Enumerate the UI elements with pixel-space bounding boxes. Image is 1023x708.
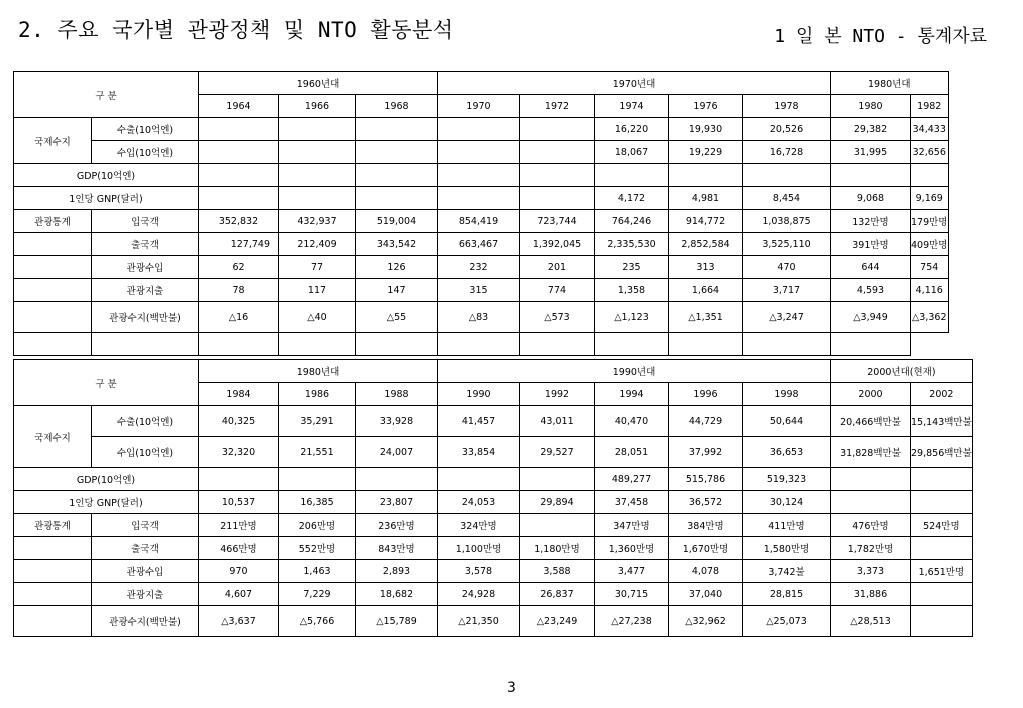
- blank-cell: [279, 333, 356, 356]
- data-cell: 18,067: [595, 141, 669, 164]
- data-cell: 31,995: [831, 141, 911, 164]
- row-label: 수입(10억엔): [92, 141, 199, 164]
- data-cell: 515,786: [669, 468, 743, 491]
- data-cell: 77: [279, 256, 356, 279]
- data-cell: 43,011: [520, 406, 595, 437]
- data-cell: [743, 164, 831, 187]
- data-cell: 37,040: [669, 583, 743, 606]
- data-cell: 16,728: [743, 141, 831, 164]
- data-cell: △27,238: [595, 606, 669, 637]
- decade-header: 2000년대(현재): [831, 360, 973, 383]
- data-cell: 179만명: [911, 210, 949, 233]
- group-label-blank: [14, 560, 92, 583]
- blank-cell: [14, 333, 92, 356]
- data-cell: 20,466백만불: [831, 406, 911, 437]
- data-cell: 343,542: [356, 233, 438, 256]
- table-row: [14, 606, 973, 637]
- data-cell: 1,100만명: [438, 537, 520, 560]
- data-cell: [356, 118, 438, 141]
- table-row: [14, 210, 949, 233]
- data-cell: △21,350: [438, 606, 520, 637]
- table-row: [14, 491, 973, 514]
- data-cell: 21,551: [279, 437, 356, 468]
- statistics-table-1960s-1980s: [13, 71, 949, 356]
- data-cell: [520, 187, 595, 210]
- data-cell: 1,651만명: [911, 560, 973, 583]
- row-label: 1인당 GNP(달러): [14, 187, 199, 210]
- data-cell: 235: [595, 256, 669, 279]
- blank-cell: [831, 333, 911, 356]
- data-cell: 409만명: [911, 233, 949, 256]
- data-cell: 4,607: [199, 583, 279, 606]
- table-row: [14, 468, 973, 491]
- data-cell: 324만명: [438, 514, 520, 537]
- data-cell: [911, 164, 949, 187]
- category-header: 구 분: [14, 360, 199, 406]
- data-cell: 1,360만명: [595, 537, 669, 560]
- data-cell: 36,653: [743, 437, 831, 468]
- year-header: 1984: [199, 383, 279, 406]
- decade-header: 1980년대: [831, 72, 949, 95]
- year-header: 2002: [911, 383, 973, 406]
- data-cell: △1,123: [595, 302, 669, 333]
- data-cell: [199, 118, 279, 141]
- data-cell: [831, 491, 911, 514]
- table-row: [14, 437, 973, 468]
- data-cell: 50,644: [743, 406, 831, 437]
- data-cell: 32,320: [199, 437, 279, 468]
- data-cell: [279, 118, 356, 141]
- data-cell: 20,526: [743, 118, 831, 141]
- data-cell: 147: [356, 279, 438, 302]
- data-cell: 16,385: [279, 491, 356, 514]
- data-cell: [438, 141, 520, 164]
- year-header: 1990: [438, 383, 520, 406]
- table-row: [14, 560, 973, 583]
- table-row: [14, 514, 973, 537]
- group-label-blank: [14, 256, 92, 279]
- year-header: 1964: [199, 95, 279, 118]
- blank-cell: [356, 333, 438, 356]
- table-row: [14, 187, 949, 210]
- data-cell: 24,053: [438, 491, 520, 514]
- data-cell: △32,962: [669, 606, 743, 637]
- data-cell: [911, 606, 973, 637]
- data-cell: 28,815: [743, 583, 831, 606]
- data-cell: 36,572: [669, 491, 743, 514]
- year-header: 1982: [911, 95, 949, 118]
- data-cell: [520, 164, 595, 187]
- data-cell: △1,351: [669, 302, 743, 333]
- data-cell: [911, 491, 973, 514]
- data-cell: 29,894: [520, 491, 595, 514]
- data-cell: 33,928: [356, 406, 438, 437]
- blank-cell: [92, 333, 199, 356]
- data-cell: 9,169: [911, 187, 949, 210]
- data-cell: 970: [199, 560, 279, 583]
- row-label: GDP(10억엔): [14, 468, 199, 491]
- group-label: 관광통계: [14, 514, 92, 537]
- decade-header: 1960년대: [199, 72, 438, 95]
- year-header: 1994: [595, 383, 669, 406]
- table-row: [14, 233, 949, 256]
- data-cell: 24,928: [438, 583, 520, 606]
- data-cell: [199, 164, 279, 187]
- data-cell: 552만명: [279, 537, 356, 560]
- row-label: 수입(10억엔): [92, 437, 199, 468]
- year-header: 1970: [438, 95, 520, 118]
- data-cell: 644: [831, 256, 911, 279]
- table-row: [14, 279, 949, 302]
- data-cell: 3,373: [831, 560, 911, 583]
- table-row: [14, 118, 949, 141]
- data-cell: △83: [438, 302, 520, 333]
- data-cell: 1,463: [279, 560, 356, 583]
- data-cell: 19,930: [669, 118, 743, 141]
- data-cell: 18,682: [356, 583, 438, 606]
- decade-header: 1980년대: [199, 360, 438, 383]
- data-cell: 32,656: [911, 141, 949, 164]
- data-cell: △5,766: [279, 606, 356, 637]
- data-cell: 1,782만명: [831, 537, 911, 560]
- group-label-blank: [14, 606, 92, 637]
- data-cell: 1,392,045: [520, 233, 595, 256]
- group-label-blank: [14, 279, 92, 302]
- data-cell: 23,807: [356, 491, 438, 514]
- data-cell: 206만명: [279, 514, 356, 537]
- data-cell: 3,588: [520, 560, 595, 583]
- data-cell: △23,249: [520, 606, 595, 637]
- data-cell: 10,537: [199, 491, 279, 514]
- data-cell: [831, 164, 911, 187]
- blank-cell: [438, 333, 520, 356]
- year-header: 2000: [831, 383, 911, 406]
- data-cell: 315: [438, 279, 520, 302]
- decade-header: 1970년대: [438, 72, 831, 95]
- data-cell: 132만명: [831, 210, 911, 233]
- table-row: [14, 164, 949, 187]
- statistics-table-1980s-2000s: [13, 359, 973, 637]
- data-cell: 1,180만명: [520, 537, 595, 560]
- data-cell: [199, 187, 279, 210]
- table-row: [14, 537, 973, 560]
- data-cell: 201: [520, 256, 595, 279]
- data-cell: [520, 514, 595, 537]
- table-row: [14, 583, 973, 606]
- data-cell: 9,068: [831, 187, 911, 210]
- row-label: 수출(10억엔): [92, 406, 199, 437]
- data-cell: [911, 468, 973, 491]
- data-cell: 843만명: [356, 537, 438, 560]
- data-cell: [520, 468, 595, 491]
- data-cell: 211만명: [199, 514, 279, 537]
- data-cell: 7,229: [279, 583, 356, 606]
- data-cell: 41,457: [438, 406, 520, 437]
- data-cell: 26,837: [520, 583, 595, 606]
- data-cell: [279, 187, 356, 210]
- row-label: 관광수지(백만불): [92, 606, 199, 637]
- data-cell: 117: [279, 279, 356, 302]
- data-cell: 127,749: [199, 233, 279, 256]
- data-cell: △25,073: [743, 606, 831, 637]
- data-cell: [438, 468, 520, 491]
- data-cell: 3,742불: [743, 560, 831, 583]
- row-label: GDP(10억엔): [14, 164, 199, 187]
- data-cell: 352,832: [199, 210, 279, 233]
- data-cell: △3,247: [743, 302, 831, 333]
- data-cell: [438, 118, 520, 141]
- data-cell: 466만명: [199, 537, 279, 560]
- data-cell: [438, 164, 520, 187]
- data-cell: △40: [279, 302, 356, 333]
- data-cell: 2,852,584: [669, 233, 743, 256]
- page-number: 3: [507, 680, 516, 696]
- data-cell: 4,981: [669, 187, 743, 210]
- group-label: 국제수지: [14, 118, 92, 164]
- data-cell: 44,729: [669, 406, 743, 437]
- blank-cell: [669, 333, 743, 356]
- data-cell: [279, 141, 356, 164]
- data-cell: 3,525,110: [743, 233, 831, 256]
- group-label-blank: [14, 537, 92, 560]
- data-cell: 15,143백만불: [911, 406, 973, 437]
- data-cell: 62: [199, 256, 279, 279]
- data-cell: 519,004: [356, 210, 438, 233]
- year-header: 1980: [831, 95, 911, 118]
- row-label: 수출(10억엔): [92, 118, 199, 141]
- blank-cell: [743, 333, 831, 356]
- row-label: 출국객: [92, 537, 199, 560]
- category-header: 구 분: [14, 72, 199, 118]
- group-label-blank: [14, 233, 92, 256]
- data-cell: [356, 141, 438, 164]
- data-cell: 1,580만명: [743, 537, 831, 560]
- data-cell: [279, 164, 356, 187]
- data-cell: 19,229: [669, 141, 743, 164]
- data-cell: △28,513: [831, 606, 911, 637]
- data-cell: 2,893: [356, 560, 438, 583]
- data-cell: 30,124: [743, 491, 831, 514]
- group-label: 관광통계: [14, 210, 92, 233]
- data-cell: △573: [520, 302, 595, 333]
- data-cell: 35,291: [279, 406, 356, 437]
- data-cell: 37,992: [669, 437, 743, 468]
- data-cell: 4,172: [595, 187, 669, 210]
- page-subtitle: 1 일 본 NTO - 통계자료: [774, 26, 987, 47]
- row-label: 출국객: [92, 233, 199, 256]
- data-cell: 764,246: [595, 210, 669, 233]
- data-cell: △55: [356, 302, 438, 333]
- data-cell: [831, 468, 911, 491]
- data-cell: [356, 164, 438, 187]
- group-label-blank: [14, 583, 92, 606]
- data-cell: 24,007: [356, 437, 438, 468]
- data-cell: 37,458: [595, 491, 669, 514]
- row-label: 입국객: [92, 210, 199, 233]
- row-label: 관광지출: [92, 583, 199, 606]
- data-cell: △3,637: [199, 606, 279, 637]
- data-cell: 1,664: [669, 279, 743, 302]
- data-cell: [199, 141, 279, 164]
- data-cell: [199, 468, 279, 491]
- data-cell: 3,477: [595, 560, 669, 583]
- data-cell: 754: [911, 256, 949, 279]
- blank-cell: [595, 333, 669, 356]
- data-cell: [911, 537, 973, 560]
- data-cell: 347만명: [595, 514, 669, 537]
- data-cell: 78: [199, 279, 279, 302]
- row-label: 입국객: [92, 514, 199, 537]
- year-header: 1976: [669, 95, 743, 118]
- data-cell: 33,854: [438, 437, 520, 468]
- data-cell: 8,454: [743, 187, 831, 210]
- data-cell: 3,578: [438, 560, 520, 583]
- row-label: 관광수입: [92, 256, 199, 279]
- year-header: 1974: [595, 95, 669, 118]
- data-cell: 40,325: [199, 406, 279, 437]
- data-cell: 391만명: [831, 233, 911, 256]
- data-cell: △16: [199, 302, 279, 333]
- blank-cell: [199, 333, 279, 356]
- data-cell: 34,433: [911, 118, 949, 141]
- data-cell: △3,362: [911, 302, 949, 333]
- year-header: 1966: [279, 95, 356, 118]
- data-cell: 519,323: [743, 468, 831, 491]
- year-header: 1998: [743, 383, 831, 406]
- data-cell: 4,116: [911, 279, 949, 302]
- group-label: 국제수지: [14, 406, 92, 468]
- year-header: 1992: [520, 383, 595, 406]
- year-header: 1996: [669, 383, 743, 406]
- year-header: 1988: [356, 383, 438, 406]
- data-cell: 30,715: [595, 583, 669, 606]
- data-cell: 476만명: [831, 514, 911, 537]
- data-cell: [520, 118, 595, 141]
- row-label: 1인당 GNP(달러): [14, 491, 199, 514]
- data-cell: 29,856백만불: [911, 437, 973, 468]
- data-cell: 16,220: [595, 118, 669, 141]
- data-cell: 1,670만명: [669, 537, 743, 560]
- data-cell: 470: [743, 256, 831, 279]
- data-cell: [911, 583, 973, 606]
- data-cell: 774: [520, 279, 595, 302]
- data-cell: [669, 164, 743, 187]
- year-header: 1986: [279, 383, 356, 406]
- data-cell: 524만명: [911, 514, 973, 537]
- decade-header: 1990년대: [438, 360, 831, 383]
- row-label: 관광수지(백만불): [92, 302, 199, 333]
- row-label: 관광지출: [92, 279, 199, 302]
- data-cell: 31,828백만불: [831, 437, 911, 468]
- data-cell: 489,277: [595, 468, 669, 491]
- row-label: 관광수입: [92, 560, 199, 583]
- data-cell: 723,744: [520, 210, 595, 233]
- data-cell: 40,470: [595, 406, 669, 437]
- data-cell: 126: [356, 256, 438, 279]
- table-row: [14, 302, 949, 333]
- data-cell: 31,886: [831, 583, 911, 606]
- data-cell: [279, 468, 356, 491]
- data-cell: △3,949: [831, 302, 911, 333]
- data-cell: 29,527: [520, 437, 595, 468]
- data-cell: 1,358: [595, 279, 669, 302]
- data-cell: 232: [438, 256, 520, 279]
- data-cell: [438, 187, 520, 210]
- data-cell: 212,409: [279, 233, 356, 256]
- data-cell: [520, 141, 595, 164]
- data-cell: [356, 187, 438, 210]
- data-cell: 28,051: [595, 437, 669, 468]
- year-header: 1968: [356, 95, 438, 118]
- group-label-blank: [14, 302, 92, 333]
- data-cell: 4,593: [831, 279, 911, 302]
- data-cell: 236만명: [356, 514, 438, 537]
- data-cell: 4,078: [669, 560, 743, 583]
- year-header: 1972: [520, 95, 595, 118]
- data-cell: 2,335,530: [595, 233, 669, 256]
- page-title: 2. 주요 국가별 관광정책 및 NTO 활동분석: [18, 18, 454, 42]
- year-header: 1978: [743, 95, 831, 118]
- data-cell: [356, 468, 438, 491]
- data-cell: 313: [669, 256, 743, 279]
- data-cell: 663,467: [438, 233, 520, 256]
- table-row: [14, 256, 949, 279]
- data-cell: 411만명: [743, 514, 831, 537]
- data-cell: 432,937: [279, 210, 356, 233]
- data-cell: △15,789: [356, 606, 438, 637]
- data-cell: 1,038,875: [743, 210, 831, 233]
- blank-cell: [520, 333, 595, 356]
- data-cell: 854,419: [438, 210, 520, 233]
- data-cell: 29,382: [831, 118, 911, 141]
- data-cell: 3,717: [743, 279, 831, 302]
- data-cell: [595, 164, 669, 187]
- table-row: [14, 141, 949, 164]
- data-cell: 384만명: [669, 514, 743, 537]
- data-cell: 914,772: [669, 210, 743, 233]
- table-row: [14, 406, 973, 437]
